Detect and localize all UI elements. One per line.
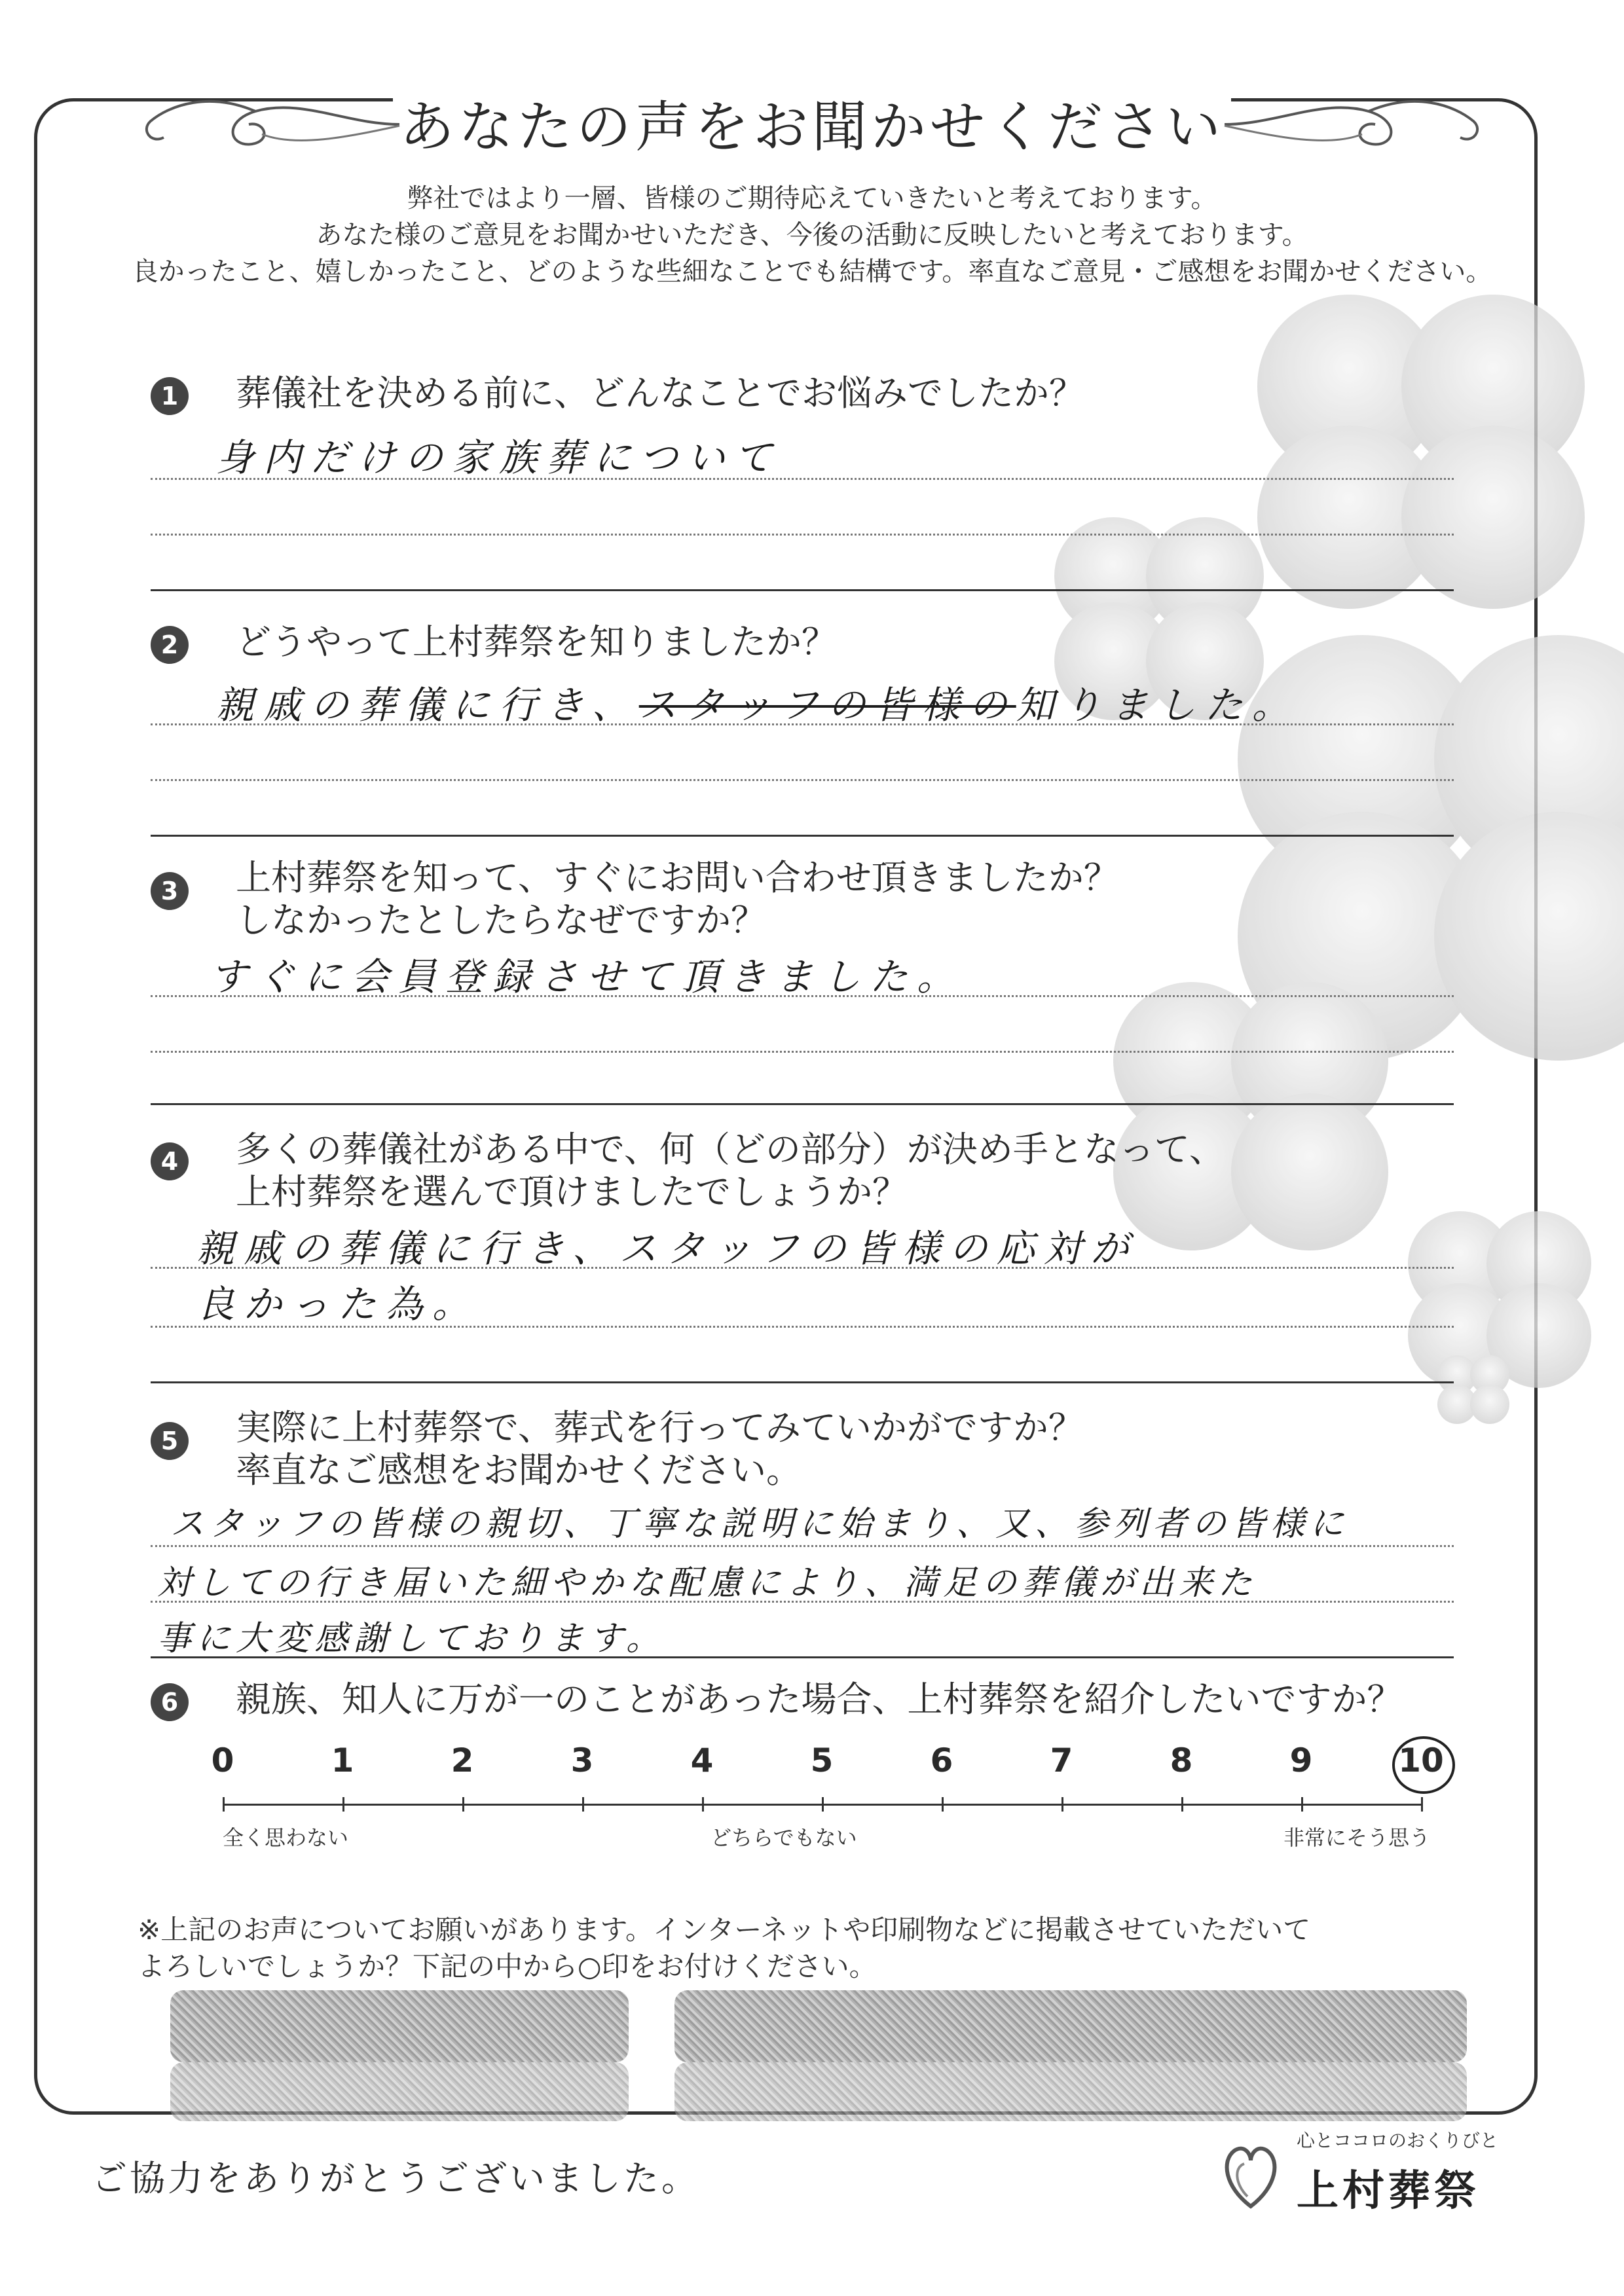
selected-circle-mark	[1392, 1736, 1455, 1794]
redacted-area	[674, 2062, 1467, 2121]
scale-number[interactable]: 10	[1398, 1741, 1444, 1779]
scale-label-mid: どちらでもない	[710, 1825, 857, 1850]
company-logo	[1218, 2121, 1532, 2226]
scale-tick	[1421, 1797, 1423, 1812]
answer-text: 知りました。	[1016, 683, 1299, 727]
answer-line	[151, 1267, 1454, 1269]
question-text: 上村葬祭を選んで頂けましたでしょうか？	[236, 1171, 908, 1212]
question-text: 率直なご感想をお聞かせください。	[236, 1449, 802, 1491]
scale-tick	[1061, 1797, 1063, 1812]
scale-number[interactable]: 3	[570, 1741, 594, 1779]
scale-tick	[582, 1797, 584, 1812]
scale-tick	[1181, 1797, 1183, 1812]
struck-through-text: スタッフの皆様の	[638, 683, 1016, 727]
answer-4-line-2: 良かった為。	[196, 1282, 480, 1326]
question-text: 親族、知人に万が一のことがあった場合、上村葬祭を紹介したいですか？	[236, 1679, 1403, 1720]
answer-line	[151, 534, 1454, 536]
thanks-message: ご協力をありがとうございました。	[92, 2158, 699, 2199]
question-number-badge: 1	[151, 377, 189, 415]
scale-number[interactable]: 8	[1170, 1741, 1193, 1779]
scale-number[interactable]: 9	[1289, 1741, 1313, 1779]
answer-line	[151, 1545, 1454, 1547]
answer-text: 親戚の葬儀に行き、	[216, 683, 639, 727]
scale-tick	[223, 1797, 225, 1812]
intro-text	[92, 180, 1532, 290]
section-divider	[151, 835, 1454, 837]
answer-line	[151, 1051, 1454, 1053]
scale-tick	[1301, 1797, 1303, 1812]
answer-line	[151, 478, 1454, 480]
scale-label-high: 非常にそう思う	[1283, 1825, 1431, 1850]
title-banner	[131, 69, 1493, 160]
scale-label-low: 全く思わない	[223, 1825, 349, 1850]
scale-number[interactable]: 6	[930, 1741, 953, 1779]
scale-tick	[462, 1797, 464, 1812]
answer-line	[151, 1326, 1454, 1328]
answer-5-line-1: スタッフの皆様の親切、丁寧な説明に始まり、又、参列者の皆様に	[170, 1504, 1350, 1544]
question-text: しなかったとしたらなぜですか？	[236, 900, 766, 941]
heart-logo-icon	[1218, 2134, 1283, 2213]
logo-tagline: 心とココロのおくりびと	[1297, 2130, 1499, 2151]
answer-line	[151, 995, 1454, 997]
question-number-badge: 4	[151, 1142, 189, 1180]
answer-4-line-1: 親戚の葬儀に行き、スタッフの皆様の応対が	[196, 1226, 1138, 1271]
scale-number[interactable]: 0	[211, 1741, 234, 1779]
note-line: よろしいでしょうか？下記の中から○印をお付けください。	[138, 1950, 877, 1982]
logo-name: 上村葬祭	[1297, 2167, 1480, 2215]
intro-line: あなた様のご意見をお聞かせいただき、今後の活動に反映したいと考えております。	[316, 220, 1308, 250]
question-number-badge: 2	[151, 626, 189, 664]
scale-number[interactable]: 1	[331, 1741, 354, 1779]
answer-5-line-2: 対しての行き届いた細やかな配慮により、満足の葬儀が出来た	[157, 1563, 1258, 1603]
scale-number[interactable]: 5	[810, 1741, 834, 1779]
redacted-area	[674, 1990, 1467, 2062]
answer-5-line-3: 事に大変感謝しております。	[157, 1619, 665, 1658]
question-text: どうやって上村葬祭を知りましたか？	[236, 621, 837, 663]
scale-number[interactable]: 7	[1050, 1741, 1073, 1779]
scale-tick	[942, 1797, 944, 1812]
redacted-area	[170, 2062, 629, 2121]
redacted-area	[170, 1990, 629, 2062]
page-title: あなたの声をお聞かせください	[399, 95, 1225, 159]
answer-2	[216, 674, 1299, 729]
section-divider	[151, 589, 1454, 591]
scale-tick	[822, 1797, 824, 1812]
answer-3: すぐに会員登録させて頂きました。	[210, 955, 965, 999]
scale-number[interactable]: 4	[690, 1741, 714, 1779]
question-number-badge: 3	[151, 872, 189, 910]
rating-scale	[211, 1741, 1444, 1850]
intro-line: 良かったこと、嬉しかったこと、どのような些細なことでも結構です。率直なご意見・ご感想をお聞かせください。	[132, 257, 1492, 287]
permission-note	[138, 1912, 1310, 1985]
scale-tick	[342, 1797, 344, 1812]
answer-line	[151, 1601, 1454, 1603]
scale-number[interactable]: 2	[451, 1741, 474, 1779]
section-divider	[151, 1381, 1454, 1383]
intro-line: 弊社ではより一層、皆様のご期待応えていきたいと考えております。	[407, 183, 1217, 213]
answer-line	[151, 779, 1454, 781]
question-text: 上村葬祭を知って、すぐにお問い合わせ頂きましたか？	[236, 857, 1119, 898]
answer-line	[151, 723, 1454, 725]
section-divider	[151, 1103, 1454, 1105]
answer-1: 身内だけの家族葬について	[216, 435, 781, 480]
section-divider	[151, 1656, 1454, 1658]
question-number-badge: 6	[151, 1683, 189, 1721]
question-text: 葬儀社を決める前に、どんなことでお悩みでしたか？	[236, 373, 1084, 414]
question-text: 多くの葬儀社がある中で、何（どの部分）が決め手となって、	[236, 1129, 1225, 1170]
scale-tick	[702, 1797, 704, 1812]
note-line: ※上記のお声についてお願いがあります。インターネットや印刷物などに掲載させていただいて	[138, 1914, 1311, 1946]
question-number-badge: 5	[151, 1422, 189, 1460]
question-text: 実際に上村葬祭で、葬式を行ってみていかがですか？	[236, 1407, 1084, 1448]
